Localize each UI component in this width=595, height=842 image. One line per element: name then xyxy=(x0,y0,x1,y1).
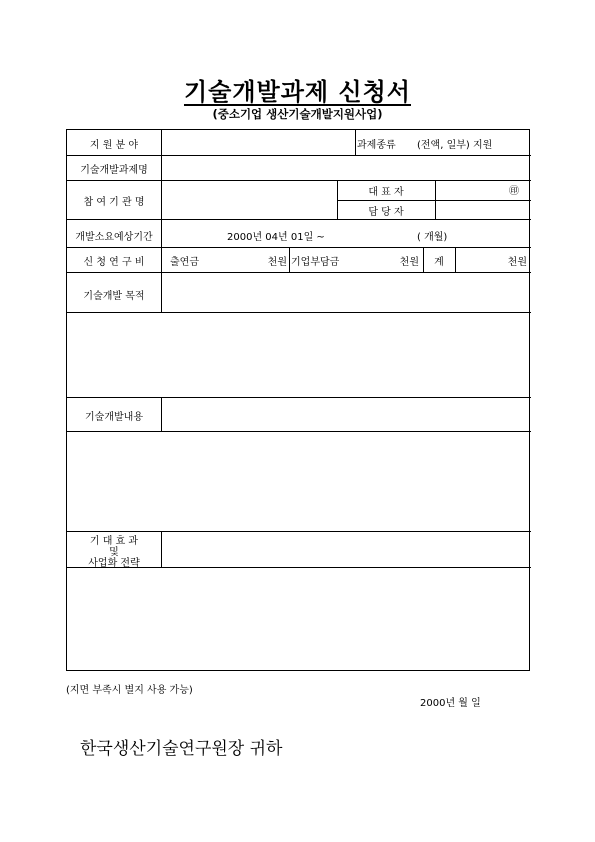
effect-label-line1: 기 대 효 과 xyxy=(89,536,139,547)
effect-label-line2: 및 xyxy=(109,547,119,558)
seal-mark: ㊞ xyxy=(509,186,519,197)
representative-label: 대 표 자 xyxy=(368,187,404,198)
document-subtitle: (중소기업 생산기술개발지원사업) xyxy=(212,107,383,121)
total-label: 계 xyxy=(434,257,444,268)
content-label: 기술개발내용 xyxy=(85,412,143,423)
period-months: ( 개월) xyxy=(417,232,448,243)
period-start: 2000년 04년 01일 ~ xyxy=(227,232,325,243)
footnote: (지면 부족시 별지 사용 가능) xyxy=(66,685,193,696)
effect-label-line3: 사업화 전략 xyxy=(88,558,140,569)
date-line: 2000년 월 일 xyxy=(420,698,481,709)
purpose-label: 기술개발 목적 xyxy=(83,291,145,302)
task-name-label: 기술개발과제명 xyxy=(80,165,148,176)
application-form-table xyxy=(66,129,530,671)
document-title: 기술개발과제 신청서 xyxy=(183,77,411,106)
contribution-label: 출연금 xyxy=(170,257,199,268)
contribution-unit: 천원 xyxy=(267,257,287,268)
task-type-value: (전액, 일부) 지원 xyxy=(417,140,493,151)
task-type-label: 과제종류 xyxy=(357,140,396,151)
company-share-unit: 천원 xyxy=(399,257,419,268)
period-label: 개발소요예상기간 xyxy=(75,232,153,243)
participant-label: 참 여 기 관 명 xyxy=(83,197,145,208)
cost-label: 신 청 연 구 비 xyxy=(83,257,145,268)
support-field-label: 지 원 분 야 xyxy=(89,140,139,151)
total-unit: 천원 xyxy=(507,257,527,268)
manager-label: 담 당 자 xyxy=(368,207,404,218)
addressee: 한국생산기술연구원장 귀하 xyxy=(80,739,283,759)
company-share-label: 기업부담금 xyxy=(291,257,340,268)
